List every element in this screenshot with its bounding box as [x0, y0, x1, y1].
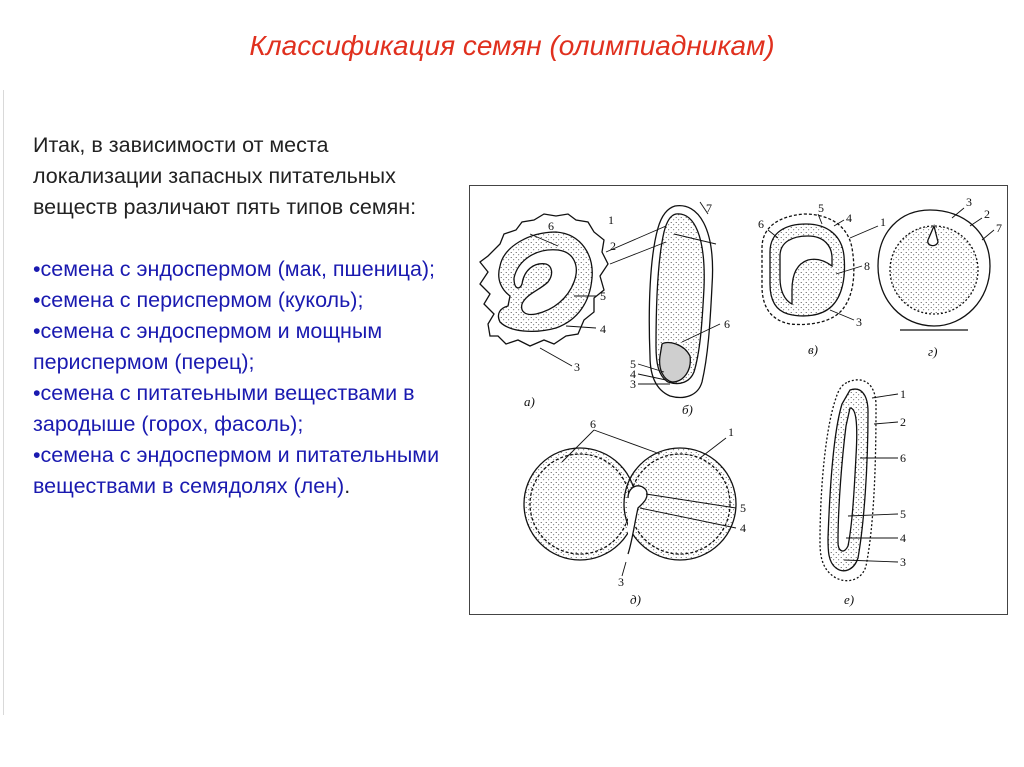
label-b-7: 7 — [706, 201, 712, 215]
seed-type-text: •семена с эндоспермом и мощным периспермом (перец); — [33, 319, 383, 374]
label-b-1: 1 — [608, 213, 614, 227]
label-e-1: 1 — [900, 387, 906, 401]
label-b-4: 4 — [630, 367, 636, 381]
label-d-3: 3 — [618, 575, 624, 589]
label-d-1: 1 — [728, 425, 734, 439]
seed-diagram-g — [878, 210, 990, 330]
sublabel-d: д) — [630, 592, 641, 607]
label-e-4: 4 — [900, 531, 906, 545]
label-g-3: 3 — [966, 195, 972, 209]
label-d-6: 6 — [590, 417, 596, 431]
label-e-5: 5 — [900, 507, 906, 521]
label-b-2: 2 — [610, 239, 616, 253]
seed-types-figure — [469, 185, 1008, 615]
seed-type-text: •семена с питатеьными веществами в зародыше (горох, фасоль); — [33, 381, 415, 436]
seed-diagram-d — [524, 448, 736, 560]
label-e-3: 3 — [900, 555, 906, 569]
seed-diagram-b — [649, 206, 712, 398]
seed-diagram-a — [480, 214, 608, 346]
seed-diagram — [470, 186, 1007, 614]
label-g-2: 2 — [984, 207, 990, 221]
sublabel-b: б) — [682, 402, 693, 417]
label-v-4: 4 — [846, 211, 852, 225]
intro-paragraph: Итак, в зависимости от места локализации запасных питательных веществ различают пять типов семян: — [33, 133, 417, 219]
sublabel-a: а) — [524, 394, 535, 409]
label-a-6: 6 — [548, 219, 554, 233]
seed-type-period: . — [344, 474, 351, 498]
label-b-5: 5 — [630, 357, 636, 371]
label-v-3: 3 — [856, 315, 862, 329]
slide-title: Классификация семян (олимпиадникам) — [249, 30, 775, 61]
seed-type-item — [33, 440, 458, 502]
label-e-6: 6 — [900, 451, 906, 465]
slide-left-rule — [3, 90, 4, 715]
sublabel-e: е) — [844, 592, 855, 607]
seed-type-text: •семена с периспермом (куколь); — [33, 288, 364, 312]
label-d-4: 4 — [740, 521, 746, 535]
seed-diagram-v — [762, 214, 854, 324]
label-v-1: 1 — [880, 215, 886, 229]
label-e-2: 2 — [900, 415, 906, 429]
seed-types-list — [33, 254, 458, 502]
label-d-5: 5 — [740, 501, 746, 515]
label-a-5: 5 — [600, 289, 606, 303]
seed-type-item — [33, 285, 458, 316]
sublabel-g: г) — [928, 344, 938, 359]
label-v-8: 8 — [864, 259, 870, 273]
label-v-6: 6 — [758, 217, 764, 231]
seed-type-text: •семена с эндоспермом и питательными веществами в семядолях (лен) — [33, 443, 440, 498]
seed-type-text: •семена с эндоспермом (мак, пшеница); — [33, 257, 436, 281]
seed-type-item — [33, 378, 458, 440]
slide-text — [33, 130, 458, 502]
label-g-7: 7 — [996, 221, 1002, 235]
sublabel-v: в) — [808, 342, 818, 357]
label-b-3: 3 — [630, 377, 636, 391]
label-v-5: 5 — [818, 201, 824, 215]
label-a-3: 3 — [574, 360, 580, 374]
label-a-4: 4 — [600, 322, 606, 336]
seed-type-item — [33, 316, 458, 378]
label-b-6: 6 — [724, 317, 730, 331]
seed-diagram-e — [820, 380, 876, 581]
seed-type-item — [33, 254, 458, 285]
